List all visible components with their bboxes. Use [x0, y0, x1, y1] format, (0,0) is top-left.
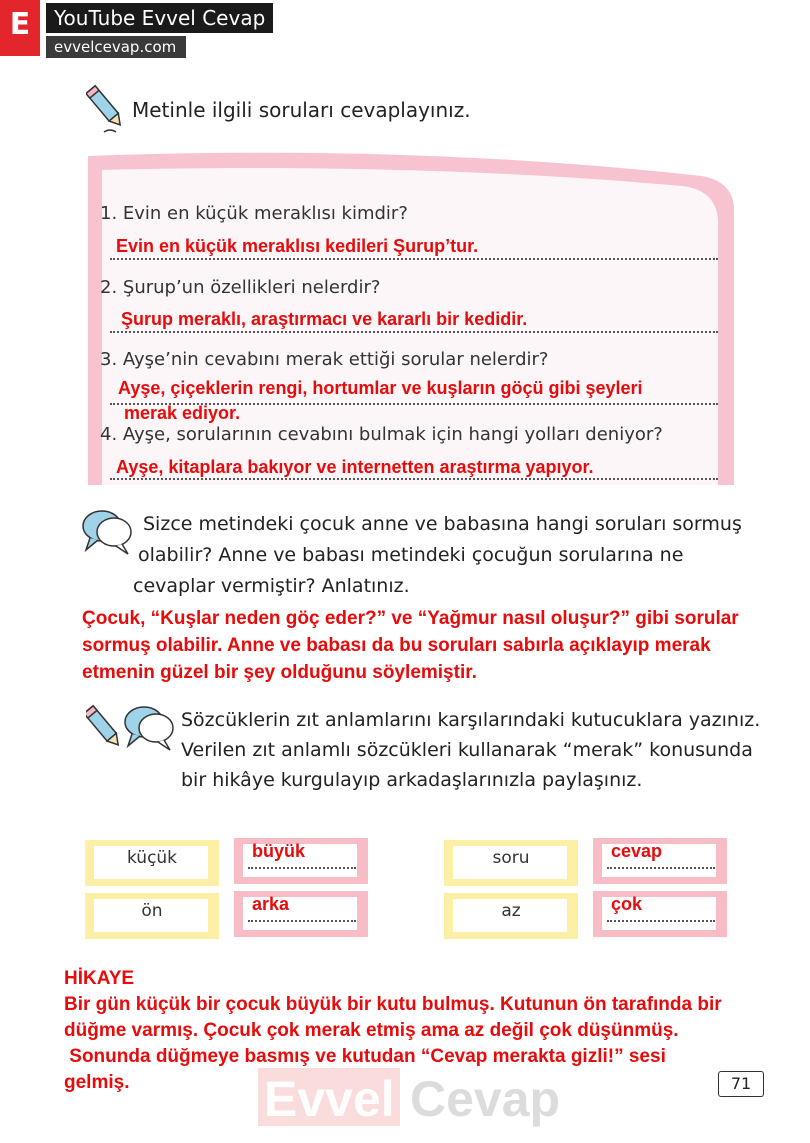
answer-box-arka[interactable]: arka — [234, 891, 368, 937]
evvel-watermark-left: Evvel — [258, 1068, 400, 1126]
section2-instruction-line-3: cevaplar vermiştir? Anlatınız. — [133, 575, 410, 597]
word-box-az: az — [444, 893, 578, 939]
answer-2: Şurup meraklı, araştırmacı ve kararlı bir kedidir. — [121, 309, 528, 329]
section2-answer-line-2: sormuş olabilir. Anne ve babası da bu soruları sabırla açıklayıp merak — [82, 635, 711, 656]
answer-line-4 — [110, 478, 718, 480]
answer-line-2 — [110, 331, 718, 333]
story-line-1: Bir gün küçük bir çocuk büyük bir kutu bulmuş. Kutunun ön tarafında bir — [64, 994, 722, 1015]
question-3: 3. Ayşe’nin cevabını merak ettiği sorular nelerdir? — [100, 349, 549, 370]
question-4: 4. Ayşe, sorularının cevabını bulmak için hangi yolları deniyor? — [100, 424, 663, 445]
story-line-4: gelmiş. — [64, 1072, 130, 1093]
answer-3: Ayşe, çiçeklerin rengi, hortumlar ve kuşların göçü gibi şeyleri — [118, 378, 643, 398]
word-box-kucuk: küçük — [85, 840, 219, 886]
story-line-3: Sonunda düğmeye basmış ve kutudan “Cevap merakta gizli!” sesi — [64, 1046, 666, 1067]
cevap-watermark-right: Cevap — [410, 1071, 561, 1127]
answer-box-cok[interactable]: çok — [593, 891, 727, 937]
answer-box-cevap[interactable]: cevap — [593, 838, 727, 884]
section2-instruction-line-2: olabilir? Anne ve babası metindeki çocuğun sorularına ne — [138, 544, 684, 566]
section2-instruction-line-1: Sizce metindeki çocuk anne ve babasına hangi soruları sormuş — [143, 513, 742, 535]
answer-3-continued: merak ediyor. — [124, 403, 241, 423]
question-1: 1. Evin en küçük meraklısı kimdir? — [100, 203, 408, 224]
section3-instruction-line-3: bir hikâye kurgulayıp arkadaşlarınızla paylaşınız. — [181, 769, 643, 791]
pencil-icon — [86, 82, 126, 134]
question-2: 2. Şurup’un özellikleri nelerdir? — [100, 277, 381, 298]
section3-instruction-line-2: Verilen zıt anlamlı sözcükleri kullanarak “merak” konusunda — [181, 739, 753, 761]
story-title: HİKAYE — [64, 968, 135, 989]
word-box-on: ön — [85, 893, 219, 939]
section2-answer-line-3: etmenin güzel bir şey olduğunu söylemiştir. — [82, 662, 477, 683]
channel-title: YouTube Evvel Cevap — [46, 3, 273, 33]
story-line-2: düğme varmış. Çocuk çok merak etmiş ama az değil çok düşünmüş. — [64, 1020, 679, 1041]
pencil-and-bubbles-icon — [86, 700, 178, 758]
answer-box-buyuk[interactable]: büyük — [234, 838, 368, 884]
section2-answer-line-1: Çocuk, “Kuşlar neden göç eder?” ve “Yağmur nasıl oluşur?” gibi sorular — [82, 608, 739, 629]
section3-instruction-line-1: Sözcüklerin zıt anlamlarını karşılarındaki kutucuklara yazınız. — [181, 709, 761, 731]
speech-bubbles-icon — [80, 506, 136, 558]
answer-line-1 — [110, 258, 718, 260]
evvelcevap-logo: E — [0, 0, 40, 56]
word-box-soru: soru — [444, 840, 578, 886]
site-url[interactable]: evvelcevap.com — [46, 36, 186, 58]
answer-4: Ayşe, kitaplara bakıyor ve internetten araştırma yapıyor. — [116, 457, 594, 477]
section1-instruction: Metinle ilgili soruları cevaplayınız. — [132, 98, 471, 122]
page-number: 71 — [718, 1071, 764, 1097]
answer-1: Evin en küçük meraklısı kedileri Şurup’tur. — [116, 236, 479, 256]
